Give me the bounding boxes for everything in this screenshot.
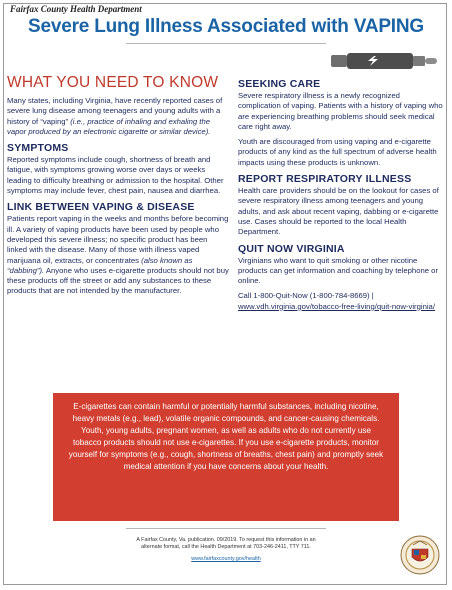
quit-now-link[interactable]: www.vdh.virginia.gov/tobacco-free-living/quit-now-virginia/	[238, 301, 435, 311]
footer-divider	[126, 528, 326, 529]
left-column	[7, 74, 229, 302]
symptoms-heading: SYMPTOMS	[7, 142, 69, 155]
link-paragraph	[7, 214, 229, 296]
title-divider	[126, 43, 326, 44]
what-you-need-to-know-heading: WHAT YOU NEED TO KNOW	[7, 74, 219, 91]
link-heading: LINK BETWEEN VAPING & DISEASE	[7, 201, 195, 214]
quit-now-paragraph: Virginians who want to quit smoking or other nicotine products can get information and coaching by telephone or online.	[238, 255, 439, 286]
footer-publication-info: A Fairfax County, Va. publication. 09/2019. To request this information in an alternate format, call the Health Department at 703-246-2411, TTY 711.	[136, 537, 316, 551]
intro-paragraph	[7, 96, 229, 137]
report-illness-paragraph: Health care providers should be on the lookout for cases of severe respiratory illness among teenagers and young adults, and ask about recent vaping, dabbing or e-cigarette use. Cases should be reported to the local Health Department.	[238, 186, 439, 237]
quit-now-contact	[238, 291, 444, 312]
footer-website-link[interactable]: www.fairfaxcounty.gov/health	[191, 555, 261, 562]
intro-text: Many states, including Virginia, have recently reported cases of severe lung disease among teenagers and young adults with a history of “vaping”	[7, 96, 223, 126]
right-column	[238, 74, 444, 317]
e-cigarette-icon	[330, 50, 438, 72]
county-seal-icon	[400, 535, 440, 575]
seeking-care-paragraph-1: Severe respiratory illness is a newly recognized complication of vaping. Patients with a history of vaping who are experiencing breathing problems should seek medical care right away.	[238, 91, 443, 131]
page-title: Severe Lung Illness Associated with VAPING	[28, 16, 424, 37]
quit-now-heading: QUIT NOW VIRGINIA	[238, 242, 345, 255]
link-italic-text: (also known as “dabbing”).	[7, 255, 193, 275]
link-text-2: Anyone who uses e-cigarette products should not buy these products off the street or add any substances to these products that are not intended by the manufacturer.	[7, 265, 229, 296]
department-name: Fairfax County Health Department	[10, 4, 142, 14]
quit-now-call: Call 1-800-Quit-Now (1-800-784-8669) |	[238, 291, 374, 301]
footer	[126, 537, 326, 563]
link-text: Patients report vaping in the weeks and months before becoming ill. A variety of vaping products have been used by people who developed this severe illness; no specific product has been linked with the disease. Many of those with illness vaped marijuana oil, extracts, or concentrates	[7, 214, 229, 265]
seeking-care-heading: SEEKING CARE	[238, 78, 321, 90]
report-illness-heading: REPORT RESPIRATORY ILLNESS	[238, 173, 412, 186]
warning-callout: E-cigarettes can contain harmful or potentially harmful substances, including nicotine, heavy metals (e.g., lead), volatile organic compounds, and cancer-causing chemicals. Youth, young adults, pregnant women, as well as adults who do not currently use tobacco products should not use e-cigarettes. If you use e-cigarette products, monitor yourself for symptoms (e.g., cough, shortness of breaths, chest pain) and promptly seek medical attention if you have concerns about your health.	[53, 393, 399, 521]
intro-italic-text: (i.e., practice of inhaling and exhaling the vapor produced by an electronic cigarette or similar device).	[7, 116, 211, 136]
seeking-care-paragraph-2: Youth are discouraged from using vaping and e-cigarette products of any kind as the full spectrum of adverse health impacts using these products is unknown.	[238, 137, 437, 167]
symptoms-paragraph: Reported symptoms include cough, shortness of breath and fatigue, with symptoms growing worse over days or weeks leading to difficulty breathing or admission to the hospital. Other symptoms may include fever, chest pain, nausea and diarrhea.	[7, 155, 224, 196]
